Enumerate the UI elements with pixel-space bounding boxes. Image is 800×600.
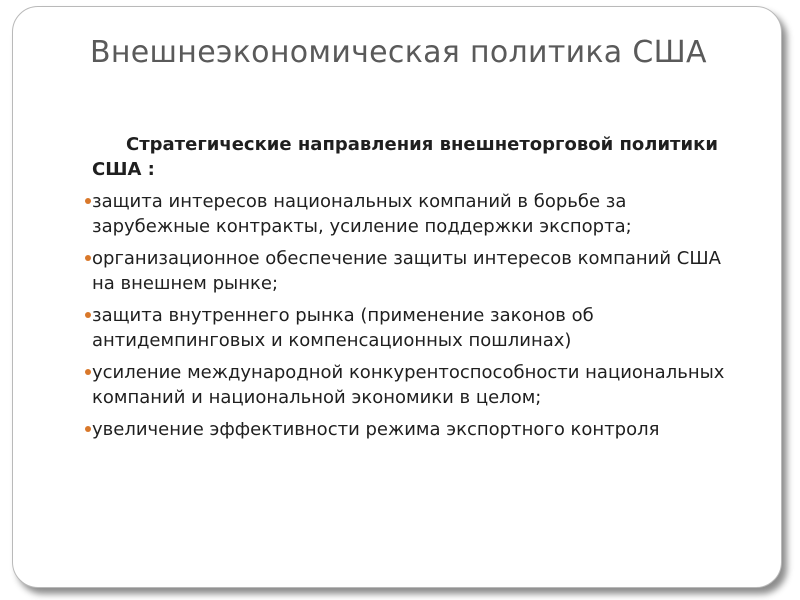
list-item	[92, 360, 742, 410]
list-item	[92, 417, 742, 442]
list-item-text: защита внутреннего рынка (применение законов об антидемпинговых и компенсационных пошлинах)	[92, 305, 594, 351]
list-item	[92, 303, 742, 353]
bullet-dot-icon	[85, 369, 91, 375]
bullet-list	[92, 189, 742, 449]
slide-title: Внешнеэкономическая политика США	[90, 35, 707, 70]
list-item	[92, 189, 742, 239]
bullet-dot-icon	[85, 255, 91, 261]
list-item	[92, 246, 742, 296]
bullet-dot-icon	[85, 198, 91, 204]
list-item-text: защита интересов национальных компаний в борьбе за зарубежные контракты, усиление поддержки экспорта;	[92, 191, 632, 237]
list-item-text: организационное обеспечение защиты интересов компаний США на внешнем рынке;	[92, 248, 721, 294]
slide-subtitle: Стратегические направления внешнеторговой политики США :	[92, 134, 718, 180]
list-item-text: увеличение эффективности режима экспортного контроля	[92, 419, 660, 440]
bullet-dot-icon	[85, 312, 91, 318]
list-item-text: усиление международной конкурентоспособности национальных компаний и национальной экономики в целом;	[92, 362, 725, 408]
bullet-dot-icon	[85, 426, 91, 432]
